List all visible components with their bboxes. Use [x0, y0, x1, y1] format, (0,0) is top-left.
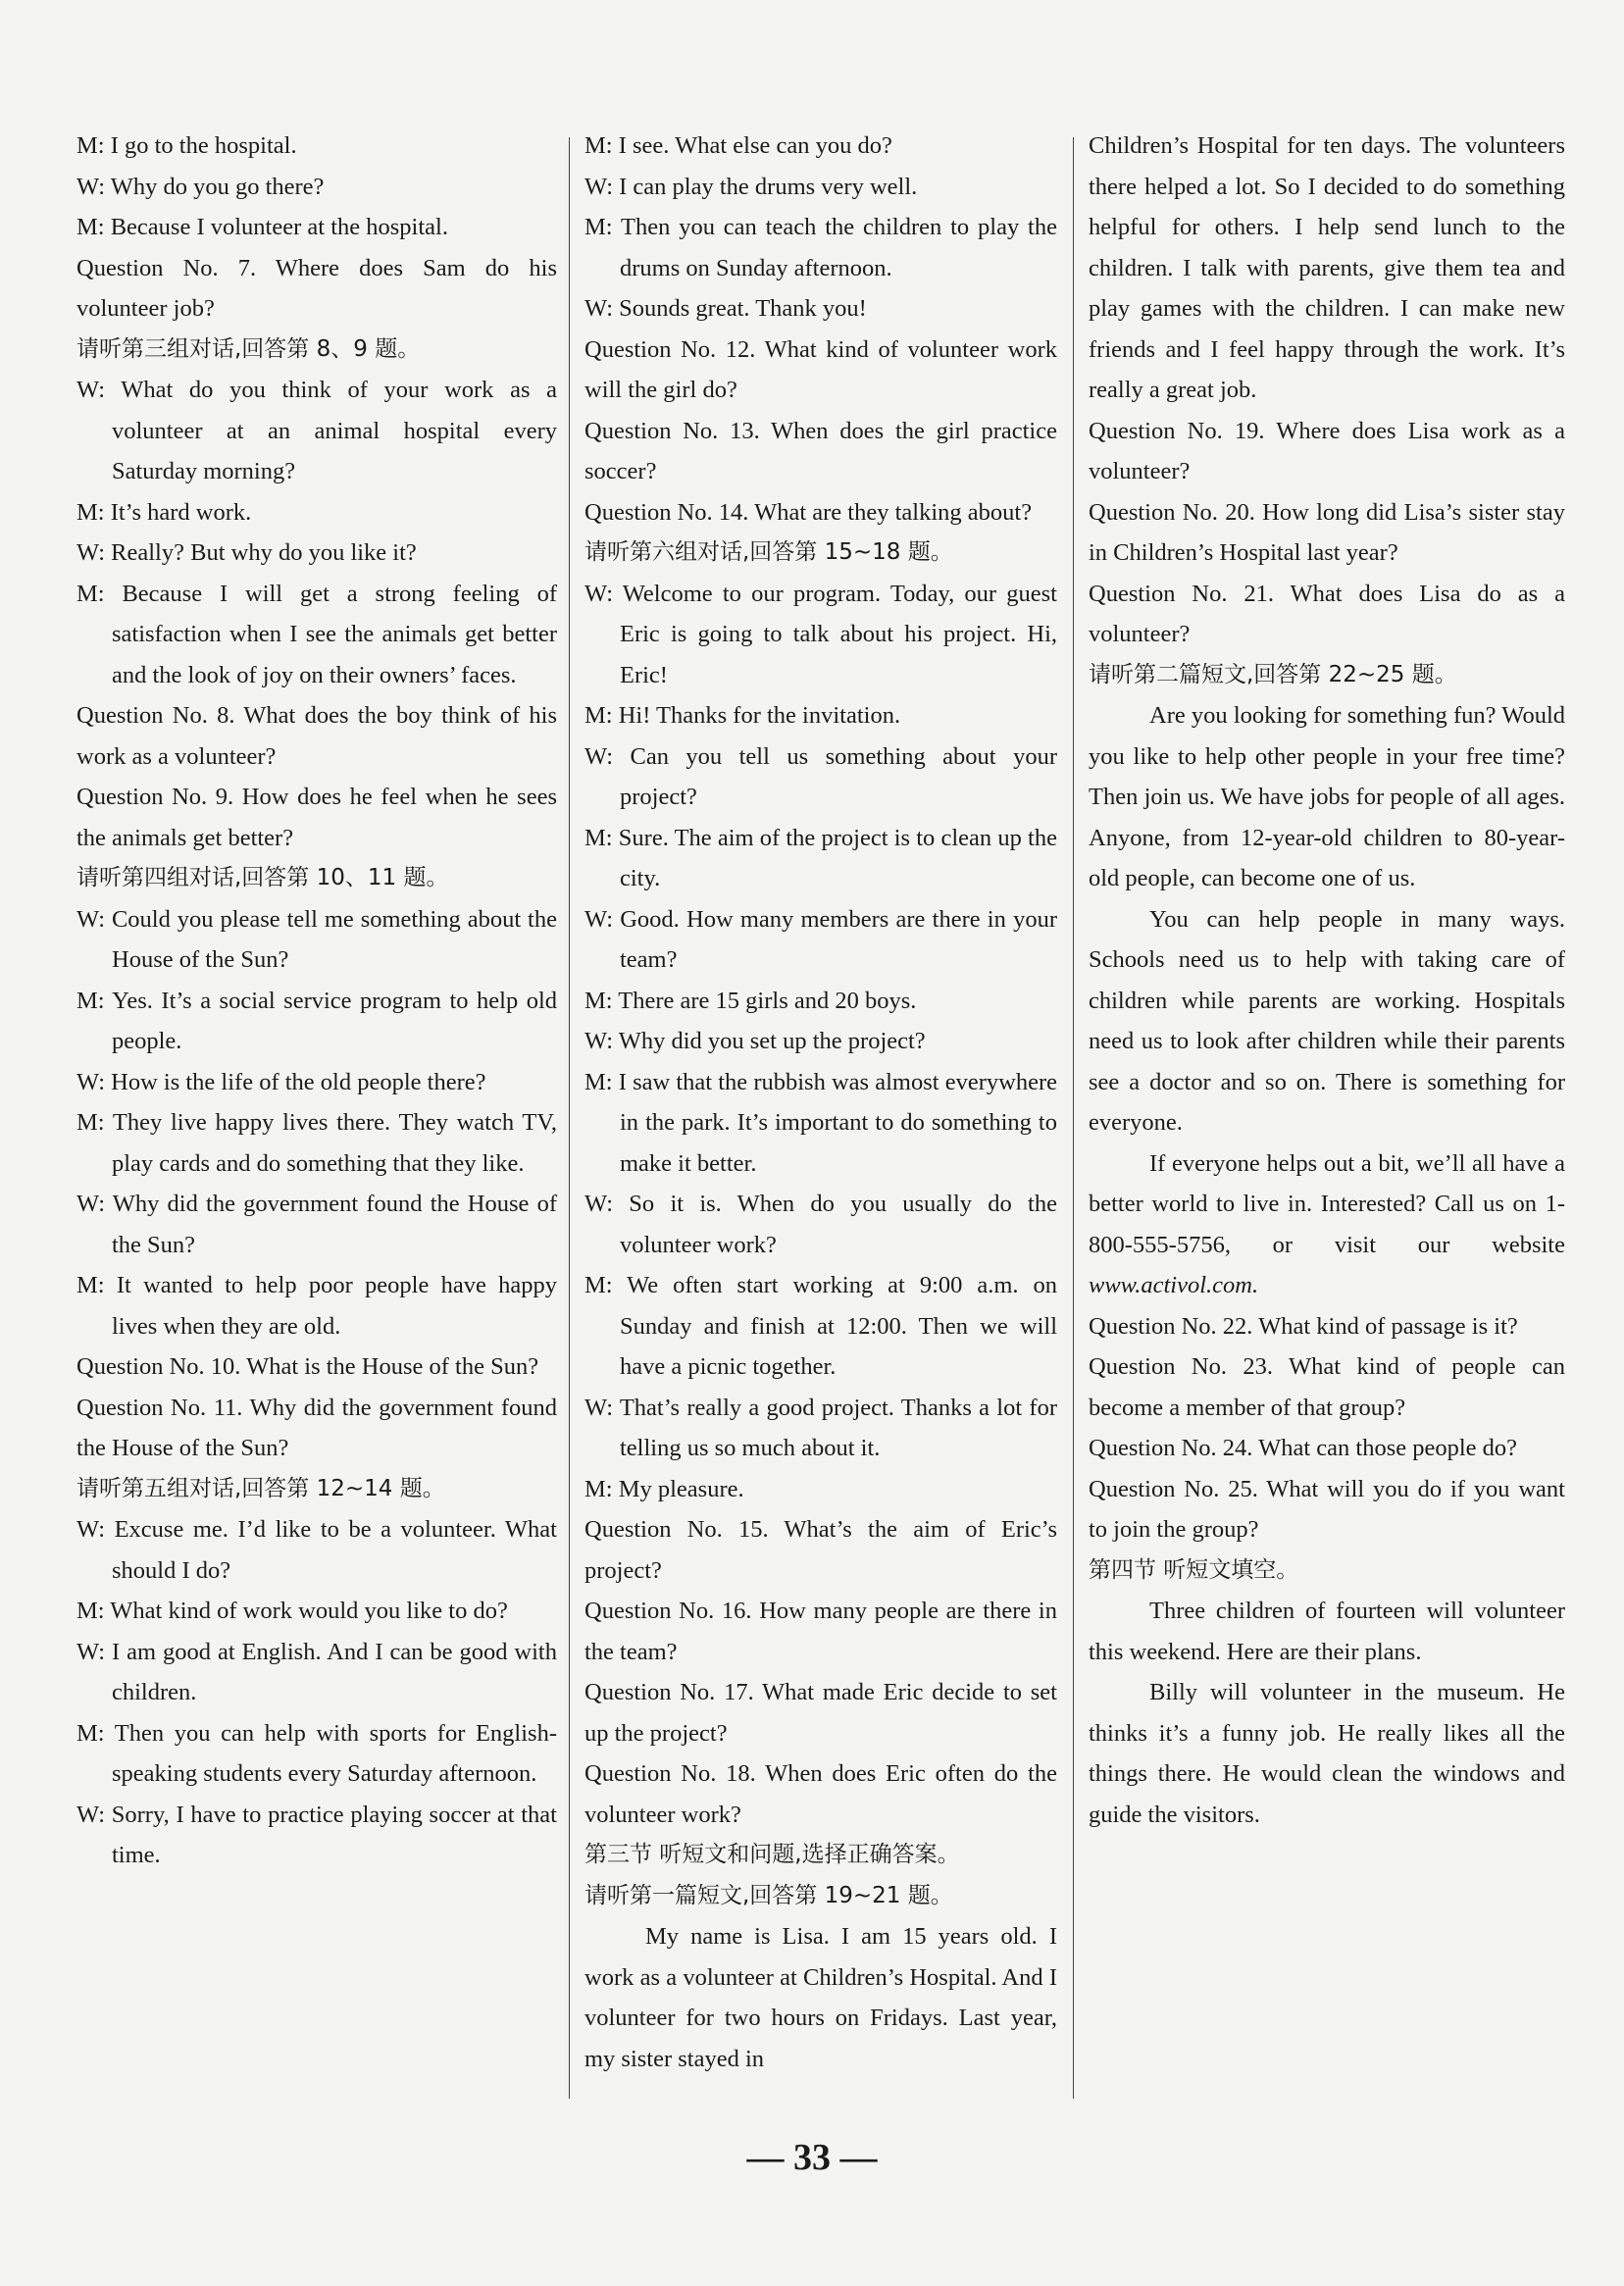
dialogue-line — [76, 899, 557, 981]
section-instruction — [584, 1876, 1057, 1917]
dialogue-line — [76, 1509, 557, 1591]
text: M: Because I will get a strong feeling of satisfaction when I see the animals get better and the look of joy on their owners’ faces. — [76, 580, 557, 688]
text: Question No. 24. What can those people do? — [1089, 1435, 1518, 1461]
column-middle — [584, 126, 1057, 2079]
question — [76, 248, 557, 330]
dialogue-line — [584, 1184, 1057, 1265]
text: 请听第三组对话,回答第 8、9 题。 — [76, 335, 421, 362]
column-divider-left — [569, 137, 570, 2099]
dialogue-line — [76, 1795, 557, 1876]
text: W: What do you think of your work as a volunteer at an animal hospital every Saturday morning? — [76, 377, 557, 484]
text: Children’s Hospital for ten days. The volunteers there helped a lot. So I decided to do something helpful for others. I help send lunch to the children. I talk with parents, give them tea and play games with the children. I can make new friends and I feel happy through the work. It’s really a great job. — [1089, 132, 1565, 403]
text: W: Why did the government found the House of the Sun? — [76, 1191, 557, 1258]
text: Question No. 13. When does the girl practice soccer? — [584, 417, 1057, 484]
dialogue-line — [76, 533, 557, 574]
question — [1089, 1428, 1565, 1469]
text: W: Why did you set up the project? — [584, 1028, 926, 1054]
text: W: How is the life of the old people there? — [76, 1068, 486, 1095]
question — [1089, 411, 1565, 492]
dialogue-line — [76, 1265, 557, 1346]
text: 请听第六组对话,回答第 15~18 题。 — [584, 539, 953, 565]
dialogue-line — [584, 818, 1057, 899]
text: Question No. 12. What kind of volunteer work will the girl do? — [584, 335, 1057, 403]
question — [76, 1388, 557, 1469]
text: My name is Lisa. I am 15 years old. I work as a volunteer at Children’s Hospital. And I volunteer for two hours on Fridays. Last year, my sister stayed in — [584, 1923, 1057, 2072]
text: 第四节 听短文填空。 — [1089, 1556, 1299, 1583]
text: 请听第四组对话,回答第 10、11 题。 — [76, 865, 449, 890]
text: Question No. 10. What is the House of the Sun? — [76, 1353, 539, 1380]
passage-paragraph — [584, 1916, 1057, 2079]
text: Question No. 16. How many people are there in the team? — [584, 1598, 1057, 1665]
question — [584, 1591, 1057, 1672]
text: Question No. 15. What’s the aim of Eric’s project? — [584, 1516, 1057, 1584]
text: Question No. 8. What does the boy think of his work as a volunteer? — [76, 702, 557, 770]
question — [1089, 1346, 1565, 1428]
text: Question No. 14. What are they talking about? — [584, 498, 1033, 526]
text: W: Good. How many members are there in your team? — [584, 905, 1057, 973]
text: W: Sorry, I have to practice playing soccer at that time. — [76, 1801, 557, 1868]
dialogue-line — [76, 1102, 557, 1184]
website-link-text: www.activol.com. — [1089, 1272, 1259, 1298]
text: Question No. 19. Where does Lisa work as a volunteer? — [1089, 417, 1565, 484]
question — [1089, 1306, 1565, 1347]
text: Question No. 23. What kind of people can become a member of that group? — [1089, 1353, 1565, 1421]
text: W: I can play the drums very well. — [584, 173, 918, 200]
text: M: It wanted to help poor people have happy lives when they are old. — [76, 1272, 557, 1340]
dialogue-line — [584, 126, 1057, 167]
dialogue-line — [76, 1184, 557, 1265]
text: Question No. 22. What kind of passage is it? — [1089, 1312, 1518, 1340]
text: M: Then you can help with sports for English-speaking students every Saturday afternoon. — [76, 1719, 557, 1787]
text: W: I am good at English. And I can be good with children. — [76, 1638, 557, 1705]
text: 请听第五组对话,回答第 12~14 题。 — [76, 1475, 445, 1501]
dialogue-line — [584, 1469, 1057, 1510]
text: W: So it is. When do you usually do the volunteer work? — [584, 1191, 1057, 1258]
text: Question No. 7. Where does Sam do his volunteer job? — [76, 254, 557, 322]
text: Question No. 18. When does Eric often do the volunteer work? — [584, 1760, 1057, 1828]
section-instruction — [76, 1469, 557, 1510]
dialogue-line — [76, 1713, 557, 1795]
dialogue-line — [76, 1062, 557, 1103]
dialogue-line — [76, 1591, 557, 1632]
text: W: Welcome to our program. Today, our guest Eric is going to talk about his project. Hi, Eric! — [584, 580, 1057, 688]
question — [1089, 574, 1565, 655]
text: Question No. 20. How long did Lisa’s sister stay in Children’s Hospital last year? — [1089, 498, 1565, 566]
section-instruction — [584, 533, 1057, 574]
text: M: We often start working at 9:00 a.m. on Sunday and finish at 12:00. Then we will have a picnic together. — [584, 1272, 1057, 1380]
text: W: Why do you go there? — [76, 173, 325, 200]
question — [584, 411, 1057, 492]
text: Question No. 9. How does he feel when he sees the animals get better? — [76, 784, 557, 851]
text: M: My pleasure. — [584, 1475, 744, 1502]
text: M: It’s hard work. — [76, 498, 252, 526]
question — [584, 1753, 1057, 1835]
question — [584, 1509, 1057, 1591]
section-instruction — [1089, 1550, 1565, 1592]
text: W: That’s really a good project. Thanks a lot for telling us so much about it. — [584, 1394, 1057, 1461]
text: M: What kind of work would you like to do? — [76, 1598, 508, 1624]
dialogue-line — [584, 695, 1057, 737]
question — [76, 777, 557, 858]
dialogue-line — [584, 1062, 1057, 1185]
text: Billy will volunteer in the museum. He thinks it’s a funny job. He really likes all the things there. He would clean the windows and guide the visitors. — [1089, 1679, 1565, 1828]
dialogue-line — [584, 574, 1057, 696]
passage-paragraph — [1089, 1143, 1565, 1306]
text: If everyone helps out a bit, we’ll all have a better world to live in. Interested? Call us on 1-800-555-5756, or visit our website — [1089, 1149, 1565, 1258]
dialogue-line — [584, 899, 1057, 981]
column-right — [1089, 126, 1565, 1835]
dialogue-line — [76, 981, 557, 1062]
text: Three children of fourteen will volunteer this weekend. Here are their plans. — [1089, 1598, 1565, 1665]
section-instruction — [584, 1835, 1057, 1876]
text: You can help people in many ways. Schools need us to help with taking care of children while parents are working. Hospitals need us to look after children while their parents see a doctor and so on. There is something for everyone. — [1089, 905, 1565, 1136]
text: M: Hi! Thanks for the invitation. — [584, 702, 901, 729]
dialogue-line — [76, 126, 557, 167]
text: 第三节 听短文和问题,选择正确答案。 — [584, 1842, 960, 1867]
question — [1089, 492, 1565, 574]
dialogue-line — [584, 288, 1057, 330]
dialogue-line — [76, 492, 557, 533]
text: Question No. 11. Why did the government found the House of the Sun? — [76, 1394, 557, 1461]
question — [1089, 1469, 1565, 1550]
text: W: Can you tell us something about your project? — [584, 742, 1057, 810]
dialogue-line — [584, 1021, 1057, 1062]
dialogue-line — [76, 167, 557, 208]
text: M: There are 15 girls and 20 boys. — [584, 987, 917, 1014]
dialogue-line — [76, 574, 557, 696]
section-instruction — [76, 330, 557, 371]
text: W: Really? But why do you like it? — [76, 539, 417, 566]
text: M: I go to the hospital. — [76, 132, 297, 159]
passage-paragraph — [1089, 695, 1565, 899]
column-divider-right — [1073, 137, 1074, 2099]
text: Question No. 25. What will you do if you want to join the group? — [1089, 1475, 1565, 1543]
passage-paragraph — [1089, 1672, 1565, 1835]
dialogue-line — [584, 1388, 1057, 1469]
text: 请听第一篇短文,回答第 19~21 题。 — [584, 1882, 953, 1908]
dialogue-line — [76, 370, 557, 492]
text: 请听第二篇短文,回答第 22~25 题。 — [1089, 661, 1457, 687]
text: Are you looking for something fun? Would you like to help other people in your free time? Then join us. We have jobs for people of all ages. Anyone, from 12-year-old children to 80-year-old people, can become one of us. — [1089, 702, 1565, 891]
column-left — [76, 126, 557, 1876]
text: M: Then you can teach the children to play the drums on Sunday afternoon. — [584, 214, 1057, 281]
text: Question No. 17. What made Eric decide to set up the project? — [584, 1679, 1057, 1747]
text: M: Sure. The aim of the project is to clean up the city. — [584, 824, 1057, 891]
dialogue-line — [584, 167, 1057, 208]
question — [584, 330, 1057, 411]
text: M: I saw that the rubbish was almost everywhere in the park. It’s important to do something to make it better. — [584, 1068, 1057, 1177]
dialogue-line — [76, 1632, 557, 1713]
dialogue-line — [584, 207, 1057, 288]
passage-paragraph — [1089, 1591, 1565, 1672]
section-instruction — [1089, 655, 1565, 696]
dialogue-line — [584, 981, 1057, 1022]
text: M: Because I volunteer at the hospital. — [76, 214, 448, 240]
page-number: — 33 — — [746, 2137, 878, 2178]
text: W: Excuse me. I’d like to be a volunteer. What should I do? — [76, 1516, 557, 1584]
text: M: I see. What else can you do? — [584, 132, 892, 159]
text: M: Yes. It’s a social service program to help old people. — [76, 987, 557, 1054]
section-instruction — [76, 858, 557, 899]
question — [76, 695, 557, 777]
question — [584, 1672, 1057, 1753]
text: M: They live happy lives there. They watch TV, play cards and do something that they like. — [76, 1109, 557, 1177]
dialogue-line — [584, 737, 1057, 818]
text: W: Could you please tell me something about the House of the Sun? — [76, 905, 557, 973]
text: W: Sounds great. Thank you! — [584, 295, 867, 322]
text: Question No. 21. What does Lisa do as a volunteer? — [1089, 580, 1565, 647]
question — [76, 1346, 557, 1388]
question — [584, 492, 1057, 533]
dialogue-line — [584, 1265, 1057, 1388]
dialogue-line — [76, 207, 557, 248]
passage-paragraph — [1089, 899, 1565, 1143]
passage-paragraph — [1089, 126, 1565, 411]
